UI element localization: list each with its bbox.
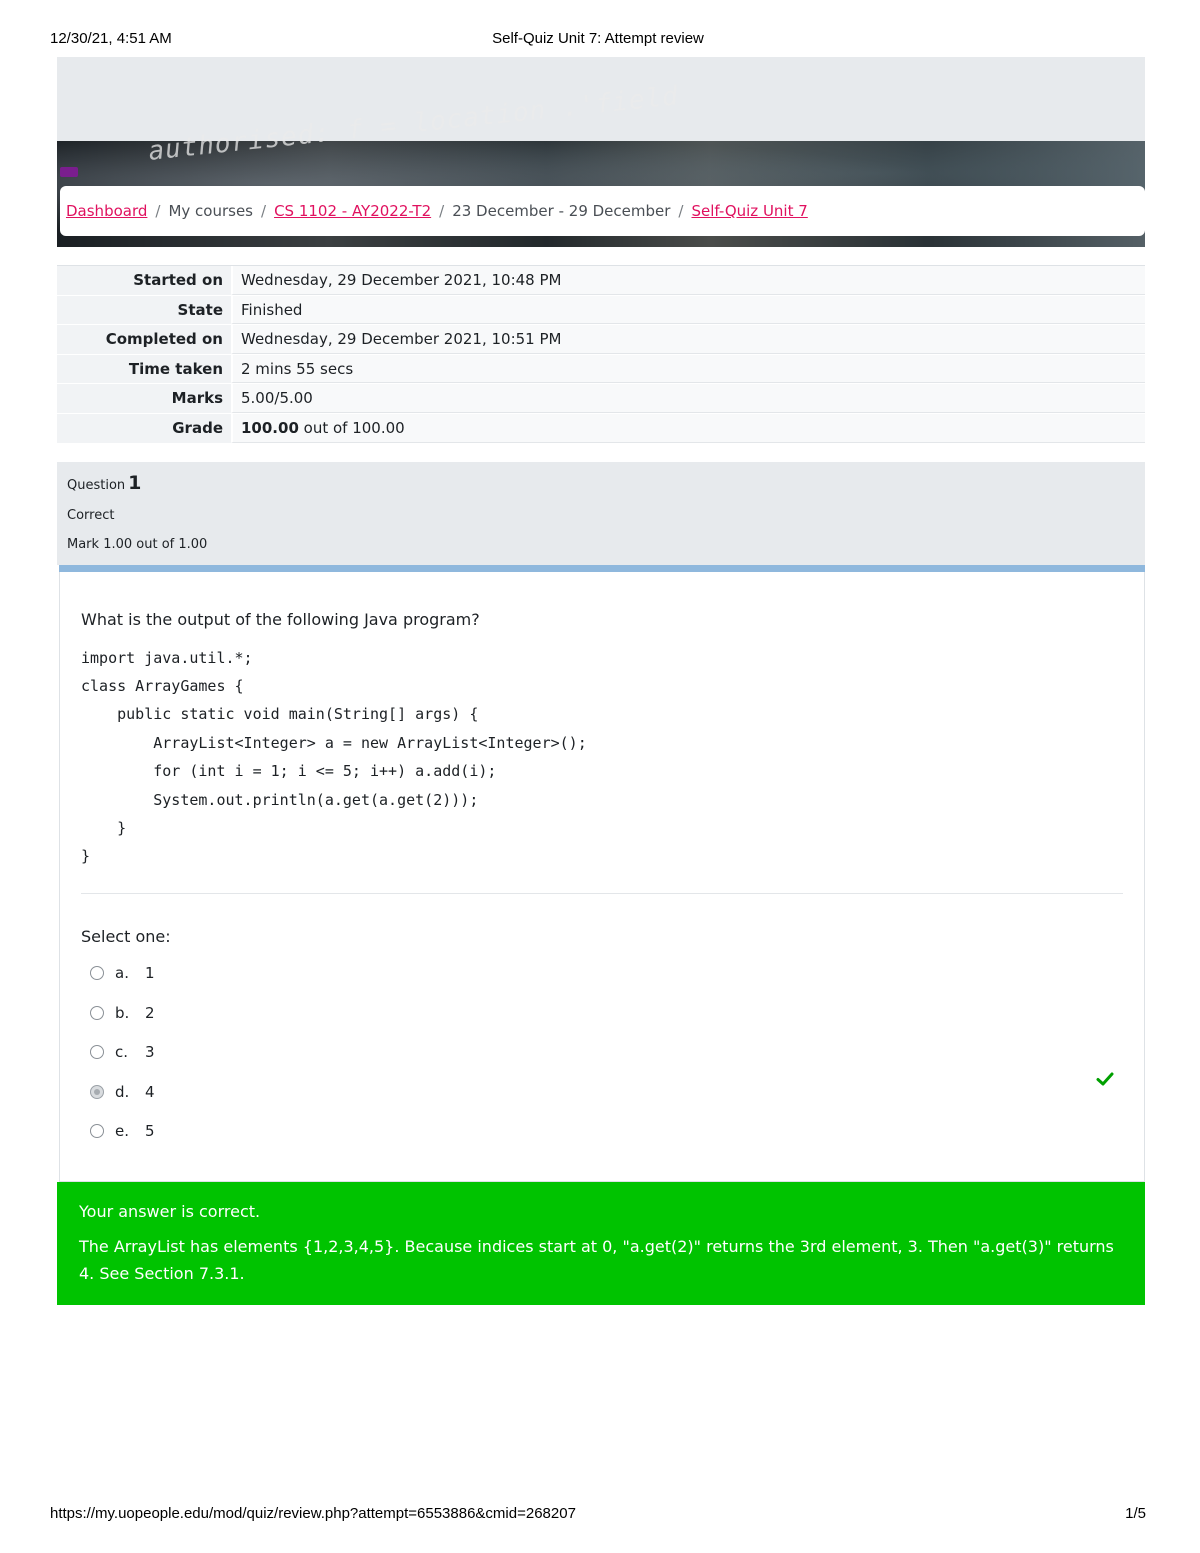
print-datetime: 12/30/21, 4:51 AM	[50, 30, 172, 47]
radio-button[interactable]	[90, 966, 104, 980]
course-banner	[57, 81, 1145, 247]
print-header	[50, 30, 1146, 50]
breadcrumb-week: 23 December - 29 December	[452, 202, 671, 220]
summary-label: Grade	[57, 414, 231, 443]
banner-mark	[60, 167, 78, 177]
answer-option-d[interactable]	[90, 1072, 155, 1112]
breadcrumb-quiz[interactable]: Self-Quiz Unit 7	[691, 202, 808, 220]
summary-label: Completed on	[57, 325, 231, 354]
option-letter: a.	[115, 964, 129, 983]
feedback-explanation: The ArrayList has elements {1,2,3,4,5}. Because indices start at 0, "a.get(2)" returns the 3rd element, 3. Then "a.get(3)" returns 4. See Section 7.3.1.	[79, 1236, 1114, 1283]
radio-button-selected[interactable]	[90, 1085, 104, 1099]
summary-label: Started on	[57, 266, 231, 295]
question-number-value: 1	[128, 471, 142, 494]
option-letter: c.	[115, 1043, 129, 1062]
option-text: 2	[145, 1003, 155, 1022]
code-block: import java.util.*; class ArrayGames { public static void main(String[] args) { ArrayList<Integer> a = new ArrayList<Integer>(); for (int i = 1; i <= 5; i++) a.add(i); System.out.println(a.get(a.get(2))); } }	[81, 648, 587, 866]
summary-row-marks	[57, 384, 1145, 414]
option-text: 5	[145, 1122, 155, 1141]
attempt-summary-table	[57, 265, 1145, 444]
summary-value: 2 mins 55 secs	[231, 355, 1145, 384]
breadcrumb-separator: /	[261, 202, 267, 220]
breadcrumb-separator: /	[155, 202, 161, 220]
answer-option-e[interactable]	[90, 1112, 155, 1152]
question-accent-strip	[59, 565, 1145, 572]
breadcrumb	[60, 186, 1145, 236]
breadcrumb-separator: /	[439, 202, 445, 220]
option-text: 4	[145, 1082, 155, 1101]
question-info	[57, 462, 1145, 565]
answer-option-c[interactable]	[90, 1033, 155, 1073]
question-mark: Mark 1.00 out of 1.00	[67, 536, 208, 552]
radio-button[interactable]	[90, 1006, 104, 1020]
question-state: Correct	[67, 507, 115, 523]
feedback-result: Your answer is correct.	[79, 1201, 261, 1221]
breadcrumb-course[interactable]: CS 1102 - AY2022-T2	[274, 202, 432, 220]
summary-row-started	[57, 266, 1145, 296]
summary-label: Marks	[57, 384, 231, 413]
option-text: 1	[145, 964, 155, 983]
summary-row-grade	[57, 414, 1145, 444]
check-icon	[1095, 1069, 1115, 1089]
question-label: Question	[67, 477, 126, 493]
print-page-title: Self-Quiz Unit 7: Attempt review	[492, 30, 704, 47]
option-text: 3	[145, 1043, 155, 1062]
summary-value	[231, 414, 1145, 443]
print-footer	[50, 1505, 1146, 1525]
answer-options	[90, 954, 155, 1152]
summary-value: Wednesday, 29 December 2021, 10:48 PM	[231, 266, 1145, 295]
summary-label: Time taken	[57, 355, 231, 384]
answer-option-a[interactable]	[90, 954, 155, 994]
summary-row-state	[57, 296, 1145, 326]
question-content	[59, 572, 1145, 1182]
summary-value: Wednesday, 29 December 2021, 10:51 PM	[231, 325, 1145, 354]
banner-code-text: authorised: f = location .'field	[147, 81, 681, 167]
print-page-number: 1/5	[1125, 1505, 1146, 1522]
summary-value: Finished	[231, 296, 1145, 325]
select-prompt: Select one:	[81, 926, 171, 946]
feedback-panel	[57, 1182, 1145, 1305]
answer-option-b[interactable]	[90, 993, 155, 1033]
question-number	[67, 472, 1135, 494]
breadcrumb-separator: /	[678, 202, 684, 220]
summary-label: State	[57, 296, 231, 325]
grade-value: 100.00	[241, 418, 299, 437]
radio-button[interactable]	[90, 1045, 104, 1059]
page-content	[57, 57, 1145, 1305]
divider	[81, 893, 1123, 894]
summary-row-completed	[57, 325, 1145, 355]
option-letter: e.	[115, 1122, 129, 1141]
option-letter: b.	[115, 1003, 130, 1022]
radio-button[interactable]	[90, 1124, 104, 1138]
summary-row-time-taken	[57, 355, 1145, 385]
print-url: https://my.uopeople.edu/mod/quiz/review.php?attempt=6553886&cmid=268207	[50, 1505, 576, 1522]
question-text: What is the output of the following Java program?	[81, 609, 480, 629]
grade-out-of: out of 100.00	[298, 418, 405, 437]
option-letter: d.	[115, 1082, 130, 1101]
breadcrumb-dashboard[interactable]: Dashboard	[66, 202, 148, 220]
summary-value: 5.00/5.00	[231, 384, 1145, 413]
breadcrumb-my-courses: My courses	[168, 202, 253, 220]
